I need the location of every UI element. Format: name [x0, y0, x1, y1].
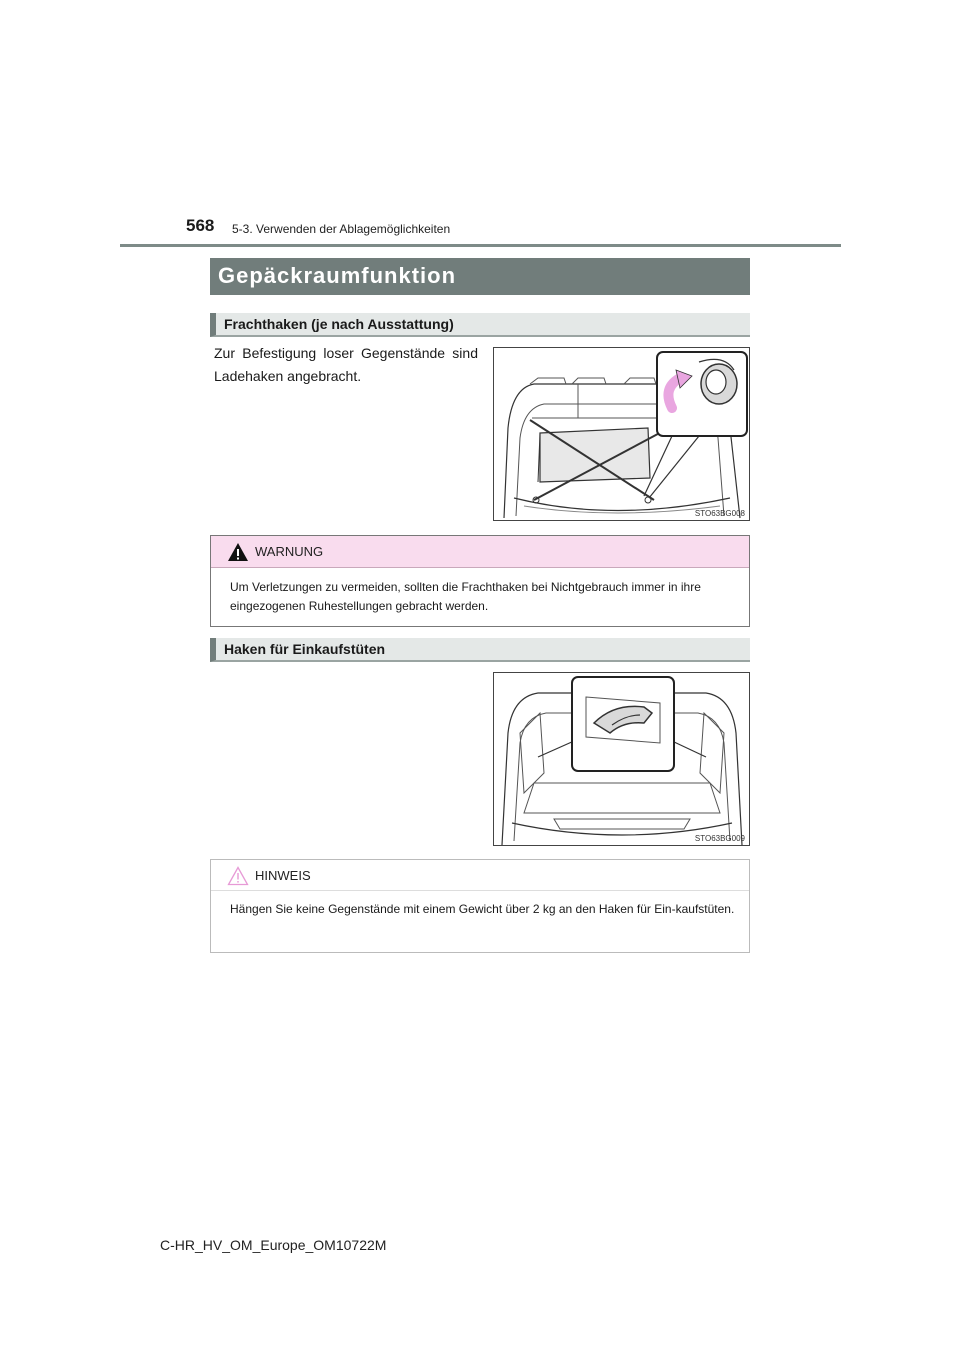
note-text: Hängen Sie keine Gegenstände mit einem Gewicht über 2 kg an den Haken für Ein-kaufstüten.: [230, 902, 735, 916]
figure-code: STO63BG008: [694, 509, 745, 518]
warning-triangle-icon: [227, 542, 249, 567]
header-rule: [120, 244, 841, 247]
page-title: Gepäckraumfunktion: [210, 258, 750, 295]
warning-text: Um Verletzungen zu vermeiden, sollten die Frachthaken bei Nichtgebrauch immer in ihre eingezogenen Ruhestellungen gebracht werden.: [230, 580, 701, 613]
figure-cargo-hooks: [493, 347, 750, 521]
warning-header: [211, 536, 749, 568]
note-label: HINWEIS: [255, 868, 311, 883]
cargo-hooks-illustration: [494, 348, 750, 521]
figure-code: STO63BG009: [694, 834, 745, 843]
section-path: 5-3. Verwenden der Ablagemöglichkeiten: [232, 222, 451, 236]
subheading-cargo-hooks: Frachthaken (je nach Ausstattung): [210, 313, 750, 337]
footer-doc-id: C-HR_HV_OM_Europe_OM10722M: [160, 1237, 387, 1253]
warning-box: [210, 535, 750, 627]
cargo-hooks-description: Zur Befestigung loser Gegenstände sind Ladehaken angebracht.: [214, 345, 478, 384]
warning-label: WARNUNG: [255, 544, 324, 559]
note-header: [211, 860, 749, 891]
caution-triangle-outline-icon: [227, 866, 249, 891]
figure-shopping-bag-hooks: [493, 672, 750, 846]
page-number: 568: [186, 216, 215, 235]
subheading-shopping-bag-hooks: Haken für Einkaufstüten: [210, 638, 750, 662]
shopping-bag-hooks-illustration: [494, 673, 750, 846]
note-box: [210, 859, 750, 953]
